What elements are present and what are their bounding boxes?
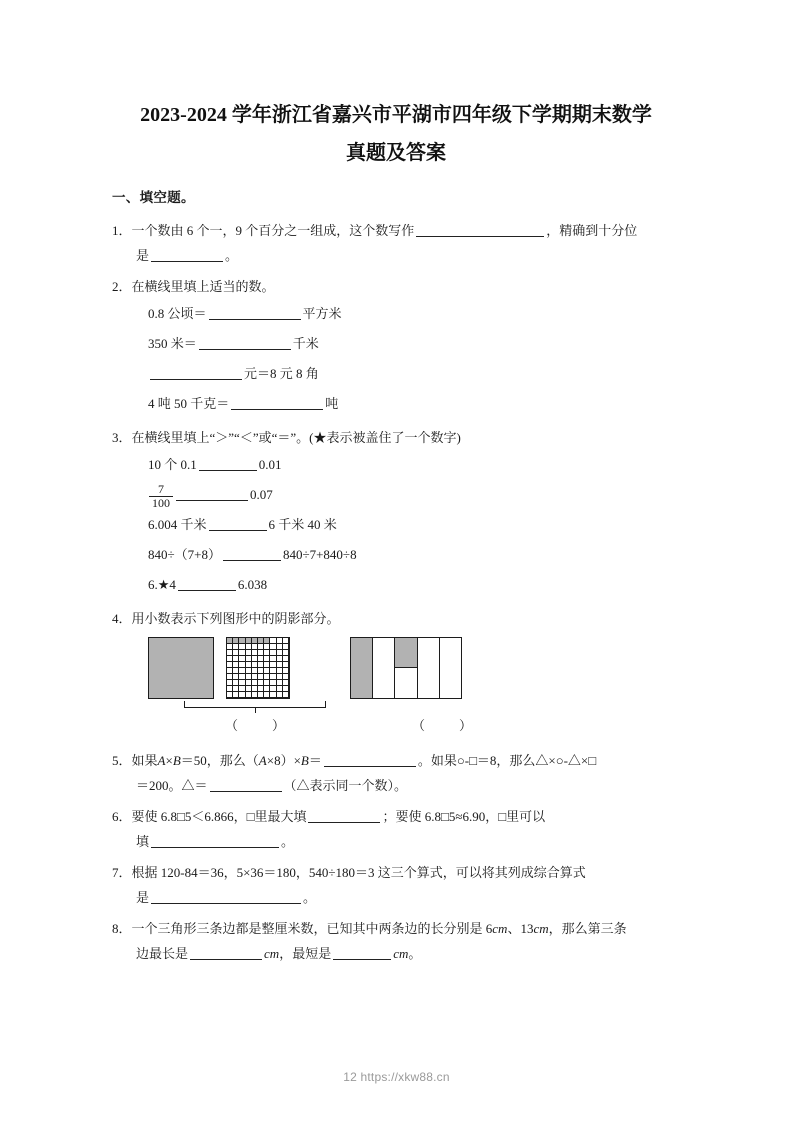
solid-shaded-square-icon	[148, 637, 214, 699]
question-8-unit-4: cm	[393, 946, 409, 961]
question-5-line-1	[112, 748, 690, 773]
question-3-item-3	[112, 510, 690, 540]
question-5-blank-1[interactable]	[324, 753, 416, 767]
question-8-text-f: 。	[408, 946, 422, 961]
answer-1-paren-left: （	[224, 718, 238, 733]
question-4-figure-row	[148, 637, 690, 699]
question-5-number: 5．	[112, 753, 132, 768]
figure-group-2	[350, 637, 462, 699]
question-2-item-1-right: 平方米	[302, 306, 342, 321]
question-3-item-3-right: 6 千米 40 米	[268, 517, 337, 532]
rect-column-5	[440, 638, 461, 698]
question-3-item-2	[112, 480, 690, 510]
title-line-2: 真题及答案	[346, 142, 446, 164]
question-3-item-4	[112, 540, 690, 570]
answer-2-paren-left: （	[411, 718, 425, 733]
question-6-number: 6．	[112, 809, 132, 824]
question-2-prompt: 在横线里填上适当的数。	[131, 279, 275, 294]
question-7-line-2	[112, 885, 690, 910]
question-6-text-c: 填	[136, 834, 150, 849]
question-3-prompt: 在横线里填上“＞”“＜”或“＝”。(★表示被盖住了一个数字)	[131, 430, 461, 445]
question-2-number: 2．	[112, 279, 132, 294]
question-2-item-4	[112, 389, 690, 419]
question-5-text-a: 如果	[131, 753, 158, 768]
question-8-text-c: ，那么第三条	[548, 921, 627, 936]
question-8-blank-2[interactable]	[333, 946, 391, 960]
question-7-text-c: 。	[303, 890, 317, 905]
question-8-text-e: ，最短是	[279, 946, 332, 961]
question-6-line-2	[112, 829, 690, 854]
question-6-line-1	[112, 804, 690, 829]
question-7-blank-1[interactable]	[151, 890, 301, 904]
question-3-item-1-blank[interactable]	[199, 457, 257, 471]
question-8-number: 8．	[112, 921, 132, 936]
question-8-text-a: 一个三角形三条边都是整厘米数，已知其中两条边的长分别是 6	[131, 921, 493, 936]
question-8-unit-2: cm	[533, 921, 549, 936]
question-5-text-c: ×8）×	[266, 753, 301, 768]
question-5-var-a2: A	[258, 753, 267, 768]
question-8-line-1	[112, 916, 690, 941]
title-line-1: 2023-2024 学年浙江省嘉兴市平湖市四年级下学期期末数学	[140, 104, 652, 126]
question-5-var-b2: B	[300, 753, 309, 768]
question-6-text-a: 要使 6.8□5＜6.866，□里最大填	[131, 809, 307, 824]
question-2-prompt-line	[112, 274, 690, 299]
question-1-line-1	[112, 218, 690, 243]
question-3-item-5-right: 6.038	[237, 577, 268, 592]
five-column-rectangle-icon	[350, 637, 462, 699]
question-2-item-4-right: 吨	[325, 396, 339, 411]
question-2-item-2-right: 千米	[292, 336, 319, 351]
question-8-unit-3: cm	[264, 946, 280, 961]
figure-group-1	[148, 637, 290, 699]
section-heading-fill-in-blank: 一、填空题。	[112, 190, 195, 205]
figure-group-1-brace	[184, 699, 326, 713]
question-5-var-a: A	[157, 753, 166, 768]
question-3-item-4-left: 840÷（7+8）	[148, 547, 221, 562]
question-1-text-b: ，精确到十分位	[546, 223, 638, 238]
question-2-item-1-blank[interactable]	[209, 306, 301, 320]
question-2-item-2-blank[interactable]	[199, 336, 291, 350]
rect-column-2	[373, 638, 395, 698]
question-4-answer-2[interactable]	[386, 713, 498, 738]
fraction-seven-hundredths	[149, 483, 173, 509]
question-1	[112, 218, 690, 268]
footer-watermark: 12 https://xkw88.cn	[343, 1070, 450, 1084]
question-3-item-1-right: 0.01	[258, 457, 282, 472]
question-1-text-c: 是	[136, 248, 150, 263]
question-3-item-4-blank[interactable]	[223, 547, 281, 561]
question-8-text-b: 、13	[507, 921, 534, 936]
question-6-blank-2[interactable]	[151, 834, 279, 848]
question-5-text-e: 。如果○‑□＝8，那么△×○‑△×□	[417, 753, 597, 768]
exam-content	[112, 188, 690, 972]
question-2	[112, 274, 690, 419]
question-1-text-a: 一个数由 6 个一，9 个百分之一组成，这个数写作	[131, 223, 415, 238]
question-1-blank-2[interactable]	[151, 248, 223, 262]
question-4-prompt-line	[112, 606, 690, 631]
question-1-number: 1．	[112, 223, 132, 238]
question-6-text-d: 。	[281, 834, 295, 849]
figure-group-2-brace-spacer	[386, 699, 498, 713]
question-5-text-g: （△表示同一个数）。	[283, 778, 408, 793]
question-3	[112, 425, 690, 600]
question-8-line-2	[112, 941, 690, 966]
question-1-line-2	[112, 243, 690, 268]
question-3-item-5	[112, 570, 690, 600]
question-3-item-4-right: 840÷7+840÷8	[282, 547, 357, 562]
brace-tick	[255, 707, 256, 713]
question-3-item-3-left: 6.004 千米	[148, 517, 207, 532]
question-1-text-d: 。	[225, 248, 239, 263]
question-8-unit-1: cm	[492, 921, 508, 936]
question-4-number: 4．	[112, 611, 132, 626]
question-8-text-d: 边最长是	[136, 946, 189, 961]
question-4	[112, 606, 690, 738]
question-2-item-3-blank[interactable]	[150, 366, 242, 380]
question-3-item-2-right: 0.07	[250, 487, 273, 502]
question-6	[112, 804, 690, 854]
question-3-item-3-blank[interactable]	[209, 517, 267, 531]
ten-by-ten-grid-icon	[226, 637, 290, 699]
question-5-text-f: ＝200。△＝	[136, 778, 208, 793]
question-3-item-1	[112, 450, 690, 480]
question-2-item-1	[112, 299, 690, 329]
question-5-mult-1: ×	[165, 753, 173, 768]
question-3-item-1-left: 10 个 0.1	[148, 457, 197, 472]
question-5-blank-2[interactable]	[210, 778, 282, 792]
question-5-var-b: B	[172, 753, 181, 768]
question-5-text-b: ＝50，那么（	[180, 753, 259, 768]
question-7-text-b: 是	[136, 890, 150, 905]
question-5-line-2	[112, 773, 690, 798]
question-2-item-2-left: 350 米＝	[148, 336, 197, 351]
grid-cell	[283, 692, 289, 698]
question-8	[112, 916, 690, 966]
question-7-line-1	[112, 860, 690, 885]
question-4-answer-1[interactable]	[184, 713, 326, 738]
question-3-item-5-blank[interactable]	[178, 577, 236, 591]
rect-column-1-shaded	[351, 638, 373, 698]
question-7	[112, 860, 690, 910]
question-3-item-2-blank[interactable]	[176, 487, 248, 501]
fraction-numerator: 7	[158, 482, 164, 497]
rect-column-4	[418, 638, 440, 698]
question-4-brace-row	[148, 699, 690, 713]
question-7-text-a: 根据 120‑84＝36，5×36＝180，540÷180＝3 这三个算式，可以将其列成综合算式	[131, 865, 586, 880]
question-4-figures	[112, 637, 690, 738]
fraction-denominator: 100	[149, 496, 173, 510]
question-2-item-2	[112, 329, 690, 359]
question-8-blank-1[interactable]	[190, 946, 262, 960]
question-7-number: 7．	[112, 865, 132, 880]
page-title	[96, 96, 696, 172]
answer-2-paren-right: ）	[459, 718, 473, 733]
rect-column-3-shaded-half	[395, 638, 416, 668]
question-5	[112, 748, 690, 798]
question-2-item-4-blank[interactable]	[231, 396, 323, 410]
question-4-prompt: 用小数表示下列图形中的阴影部分。	[131, 611, 340, 626]
question-1-blank-1[interactable]	[416, 223, 544, 237]
question-3-prompt-line	[112, 425, 690, 450]
question-2-item-1-left: 0.8 公顷＝	[148, 306, 207, 321]
question-3-item-5-left: 6.★4	[148, 577, 176, 592]
rect-column-3-half-shaded	[395, 638, 417, 698]
question-4-answer-row	[148, 713, 690, 738]
question-2-item-4-left: 4 吨 50 千克＝	[148, 396, 230, 411]
question-6-blank-1[interactable]	[308, 809, 380, 823]
question-5-text-d: ＝	[308, 753, 322, 768]
answer-1-paren-right: ）	[272, 718, 286, 733]
question-2-item-3	[112, 359, 690, 389]
question-3-number: 3．	[112, 430, 132, 445]
question-6-text-b: ；要使 6.8□5≈6.90，□里可以	[382, 809, 546, 824]
question-2-item-3-right: 元＝8 元 8 角	[244, 366, 319, 381]
